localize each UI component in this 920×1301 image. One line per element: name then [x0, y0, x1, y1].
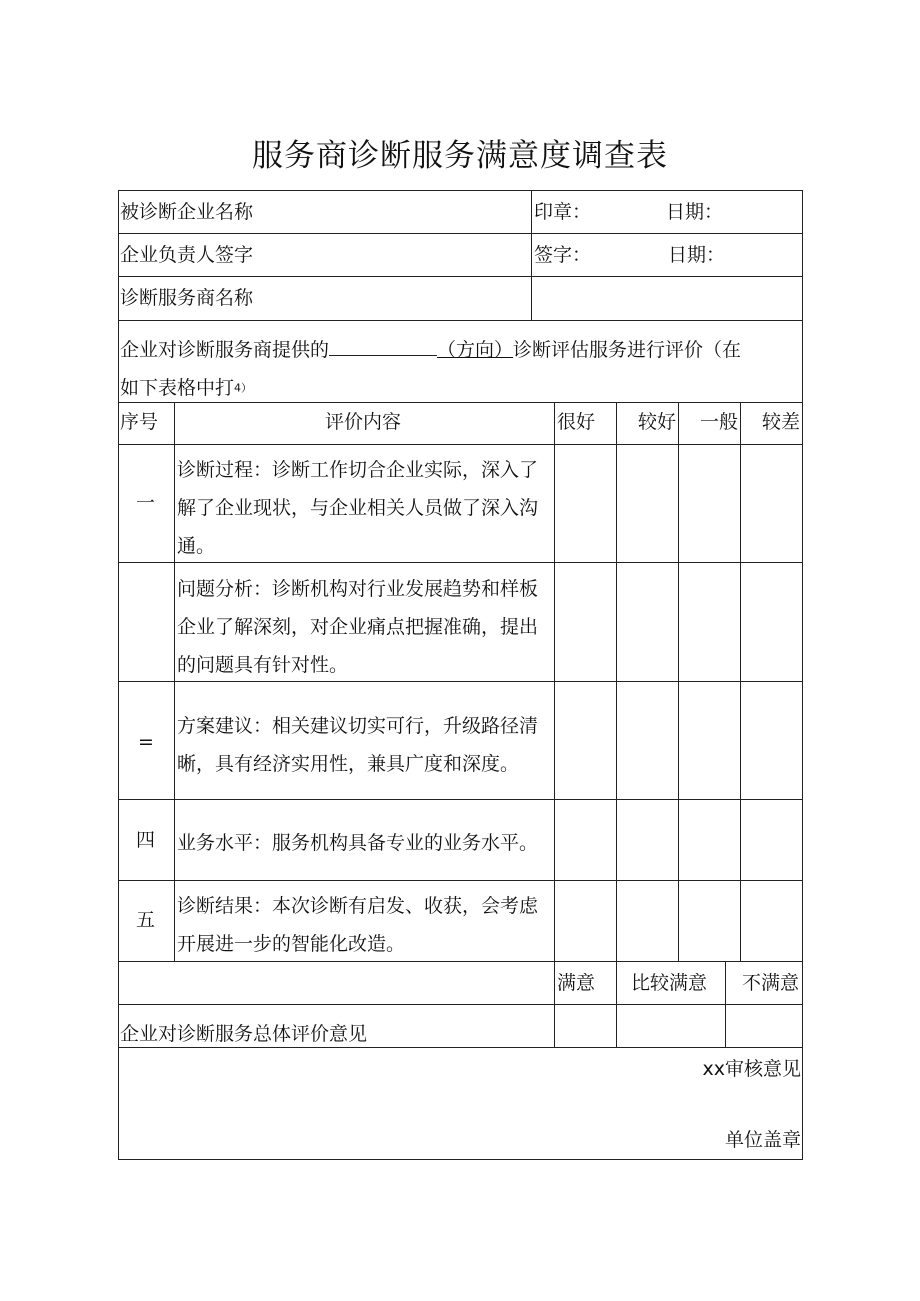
rule	[740, 402, 741, 962]
rule	[118, 799, 803, 800]
item-line: 企业了解深刻，对企业痛点把握准确，提出	[177, 616, 539, 638]
satisfied-label: 满意	[557, 972, 596, 994]
item-content	[177, 887, 555, 963]
rule	[118, 1047, 803, 1048]
instruction-text	[120, 331, 800, 408]
item-line: 的问题具有针对性。	[177, 654, 349, 676]
check-mark-hint: 4）	[234, 381, 253, 395]
item-number: 四	[136, 829, 156, 851]
overall-evaluation-label: 企业对诊断服务总体评价意见	[120, 1023, 368, 1045]
table-border-right	[802, 190, 803, 1160]
item-line: 诊断过程：诊断工作切合企业实际，深入了	[177, 459, 539, 481]
item-number: 五	[136, 909, 156, 931]
enterprise-name-label: 被诊断企业名称	[120, 201, 254, 223]
page-title: 服务商诊断服务满意度调查表	[252, 138, 668, 174]
rule	[118, 233, 803, 234]
rule	[118, 444, 803, 445]
unsatisfied-label: 不满意	[742, 972, 800, 994]
item-content: 业务水平：服务机构具备专业的业务水平。	[177, 832, 539, 854]
survey-table	[118, 190, 804, 1160]
item-content	[177, 570, 555, 684]
instruction-direction: （方向）	[437, 339, 514, 361]
rule	[531, 190, 532, 321]
item-line: 开展进一步的智能化改造。	[177, 933, 406, 955]
column-header-very-good: 很好	[557, 411, 596, 433]
rule	[616, 961, 617, 1048]
item-line: 方案建议：相关建议切实可行，升级路径清	[177, 715, 539, 737]
item-number: 一	[136, 492, 156, 514]
rule	[118, 320, 803, 321]
item-content	[177, 451, 555, 565]
rule	[118, 276, 803, 277]
rule	[678, 402, 679, 962]
instruction-line-1	[120, 331, 800, 369]
rule	[616, 402, 617, 962]
item-line: 晰，具有经济实用性，兼具广度和深度。	[177, 753, 520, 775]
instruction-middle: 诊断评估服务进行评价（在	[513, 339, 742, 361]
blank-field	[329, 337, 437, 356]
review-opinion-label: xx审核意见	[702, 1058, 801, 1080]
item-line: 通。	[177, 535, 216, 557]
date-label: 日期：	[666, 201, 724, 223]
seal-label: 印章：	[534, 201, 592, 223]
column-header-good: 较好	[638, 411, 677, 433]
provider-name-label: 诊断服务商名称	[120, 287, 254, 309]
item-number: =	[138, 731, 154, 753]
column-header-content: 评价内容	[325, 411, 402, 433]
instruction-line-2	[120, 369, 800, 408]
column-header-poor: 较差	[762, 411, 801, 433]
table-border-bottom	[118, 1159, 803, 1160]
instruction-line-2-text: 如下表格中打	[120, 377, 235, 399]
date-label: 日期：	[668, 244, 726, 266]
unit-seal-label: 单位盖章	[724, 1129, 801, 1151]
rule	[118, 1004, 803, 1005]
sign-label: 签字：	[534, 244, 592, 266]
item-line: 解了企业现状，与企业相关人员做了深入沟	[177, 497, 539, 519]
column-header-number: 序号	[120, 411, 159, 433]
column-header-average: 一般	[700, 411, 739, 433]
item-line: 诊断结果：本次诊断有启发、收获，会考虑	[177, 895, 539, 917]
item-content	[177, 707, 555, 783]
item-line: 问题分析：诊断机构对行业发展趋势和样板	[177, 578, 539, 600]
rule	[174, 402, 175, 962]
fairly-satisfied-label: 比较满意	[631, 972, 708, 994]
rule	[725, 961, 726, 1048]
instruction-prefix: 企业对诊断服务商提供的	[120, 339, 330, 361]
leader-sign-label: 企业负责人签字	[120, 244, 254, 266]
table-border-left	[118, 190, 119, 1160]
table-border-top	[118, 190, 803, 191]
rule	[118, 880, 803, 881]
